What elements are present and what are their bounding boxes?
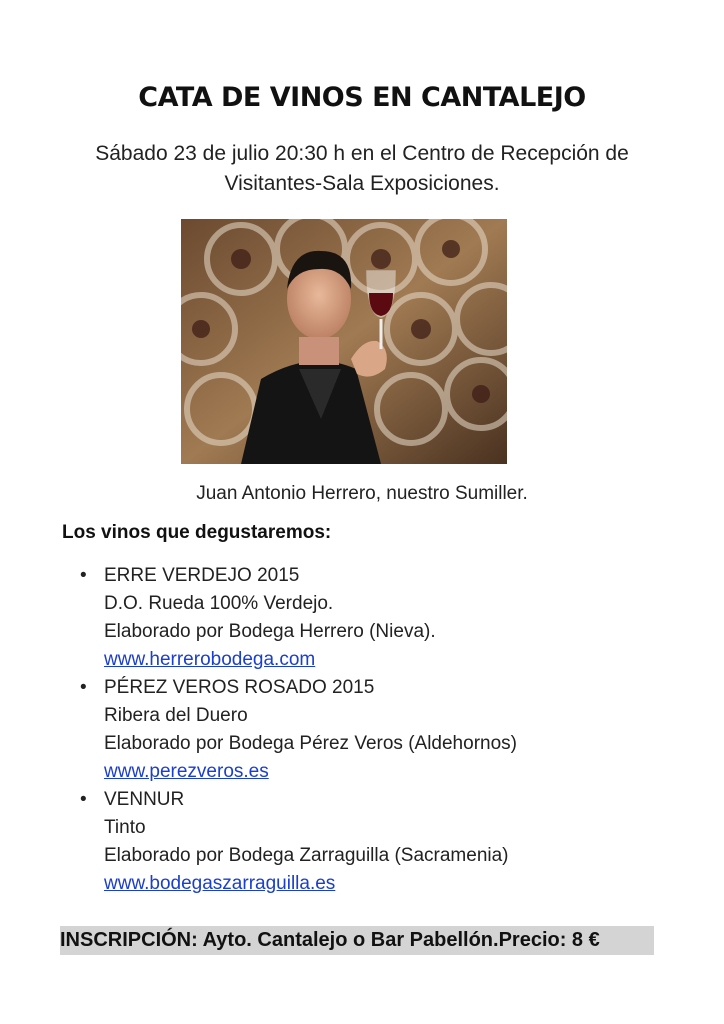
winery-link[interactable]: www.bodegaszarraguilla.es bbox=[104, 873, 336, 894]
registration-footer: INSCRIPCIÓN: Ayto. Cantalejo o Bar Pabellón.Precio: 8 € bbox=[60, 926, 654, 955]
wine-name: PÉREZ VEROS ROSADO 2015 bbox=[104, 677, 375, 698]
winery-link[interactable]: www.herrerobodega.com bbox=[104, 649, 316, 670]
wine-name: ERRE VERDEJO 2015 bbox=[104, 565, 300, 586]
wine-name: VENNUR bbox=[104, 789, 185, 810]
wine-producer: Elaborado por Bodega Pérez Veros (Aldehornos) bbox=[104, 733, 517, 754]
wine-list bbox=[80, 562, 680, 898]
wine-origin: D.O. Rueda 100% Verdejo. bbox=[104, 593, 334, 614]
bullet-icon: • bbox=[80, 789, 87, 810]
wine-producer: Elaborado por Bodega Herrero (Nieva). bbox=[104, 621, 436, 642]
sommelier-photo bbox=[181, 219, 507, 464]
event-details bbox=[40, 139, 684, 199]
wine-producer: Elaborado por Bodega Zarraguilla (Sacramenia) bbox=[104, 845, 509, 866]
wine-origin: Tinto bbox=[104, 817, 146, 838]
photo-caption: Juan Antonio Herrero, nuestro Sumiller. bbox=[196, 483, 528, 504]
wines-heading: Los vinos que degustaremos: bbox=[62, 522, 332, 543]
wine-origin: Ribera del Duero bbox=[104, 705, 248, 726]
wine-item bbox=[80, 562, 680, 674]
bullet-icon: • bbox=[80, 565, 87, 586]
wine-item bbox=[80, 786, 680, 898]
page-title: CATA DE VINOS EN CANTALEJO bbox=[138, 82, 586, 113]
winery-link[interactable]: www.perezveros.es bbox=[104, 761, 269, 782]
wine-item bbox=[80, 674, 680, 786]
bullet-icon: • bbox=[80, 677, 87, 698]
event-details-line-2: Visitantes-Sala Exposiciones. bbox=[224, 172, 500, 195]
event-details-line-1: Sábado 23 de julio 20:30 h en el Centro de Recepción de bbox=[95, 142, 629, 165]
